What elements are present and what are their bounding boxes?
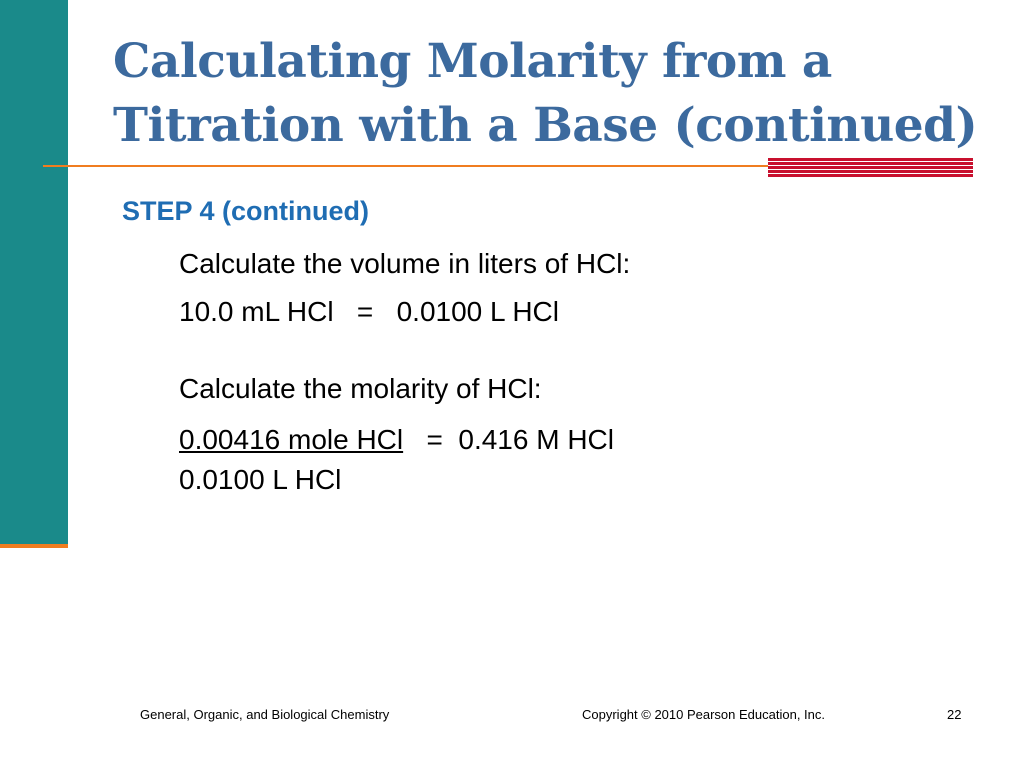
slide-title-line-1: Calculating Molarity from a bbox=[113, 34, 832, 89]
molarity-denominator: 0.0100 L HCl bbox=[179, 464, 342, 495]
volume-instruction: Calculate the volume in liters of HCl: bbox=[179, 248, 631, 279]
molarity-instruction: Calculate the molarity of HCl: bbox=[179, 373, 542, 404]
molarity-result: = 0.416 M HCl bbox=[403, 424, 614, 455]
left-accent-bar bbox=[0, 0, 68, 546]
title-divider-line bbox=[43, 165, 768, 167]
left-accent-bar-underline bbox=[0, 544, 68, 548]
molarity-numerator: 0.00416 mole HCl bbox=[179, 424, 404, 455]
title-divider-accent bbox=[768, 158, 973, 178]
molarity-equation bbox=[179, 424, 614, 456]
slide-title-line-2: Titration with a Base (continued) bbox=[113, 98, 978, 153]
volume-equation: 10.0 mL HCl = 0.0100 L HCl bbox=[179, 296, 559, 327]
footer-page-number: 22 bbox=[947, 707, 962, 722]
footer-book-title: General, Organic, and Biological Chemistry bbox=[140, 707, 390, 722]
slide-title bbox=[113, 30, 993, 158]
step-heading: STEP 4 (continued) bbox=[122, 196, 370, 226]
footer-copyright: Copyright © 2010 Pearson Education, Inc. bbox=[582, 707, 826, 722]
